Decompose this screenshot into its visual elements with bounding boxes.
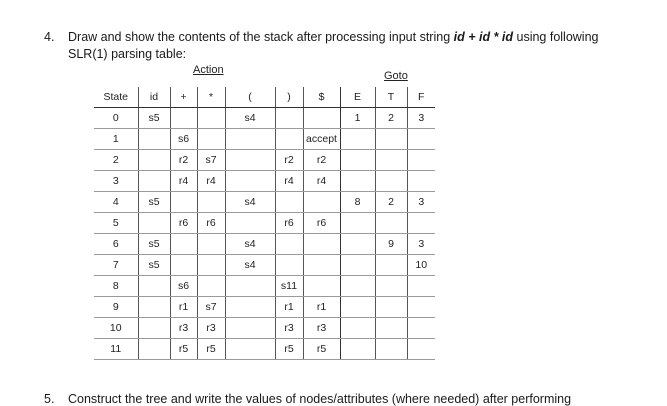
table-cell: 1 <box>340 108 375 129</box>
table-cell: r6 <box>170 213 197 234</box>
table-cell <box>407 318 435 339</box>
table-cell <box>340 171 375 192</box>
column-header: $ <box>303 87 340 108</box>
table-cell: 2 <box>375 108 407 129</box>
table-cell: r6 <box>303 213 340 234</box>
table-cell <box>340 339 375 360</box>
table-cell <box>275 108 303 129</box>
table-cell: r6 <box>275 213 303 234</box>
table-cell: s5 <box>138 255 170 276</box>
next-question <box>44 392 571 406</box>
table-cell: r3 <box>197 318 225 339</box>
table-cell <box>407 339 435 360</box>
table-cell <box>225 339 275 360</box>
table-cell: r1 <box>303 297 340 318</box>
column-header: E <box>340 87 375 108</box>
table-cell: 3 <box>407 192 435 213</box>
table-cell: r5 <box>275 339 303 360</box>
table-row <box>94 108 435 129</box>
table-cell <box>340 297 375 318</box>
table-cell: r6 <box>197 213 225 234</box>
table-cell: s4 <box>225 108 275 129</box>
table-cell <box>170 192 197 213</box>
table-cell <box>407 213 435 234</box>
state-cell: 11 <box>94 339 138 360</box>
table-cell <box>138 276 170 297</box>
table-cell <box>375 318 407 339</box>
column-header: State <box>94 87 138 108</box>
table-cell <box>303 192 340 213</box>
table-cell: r4 <box>303 171 340 192</box>
table-cell <box>197 255 225 276</box>
table-cell <box>138 150 170 171</box>
table-row <box>94 150 435 171</box>
table-cell: r2 <box>170 150 197 171</box>
table-cell <box>197 276 225 297</box>
table-cell: s5 <box>138 108 170 129</box>
table-cell <box>407 297 435 318</box>
table-cell <box>225 276 275 297</box>
table-cell: 10 <box>407 255 435 276</box>
column-header: + <box>170 87 197 108</box>
table-cell <box>170 108 197 129</box>
table-cell <box>275 234 303 255</box>
column-header: F <box>407 87 435 108</box>
question-number: 4. <box>44 30 55 44</box>
table-cell <box>170 234 197 255</box>
table-cell <box>225 213 275 234</box>
table-cell <box>225 318 275 339</box>
table-cell <box>138 339 170 360</box>
table-cell: s7 <box>197 150 225 171</box>
table-cell: r4 <box>170 171 197 192</box>
state-cell: 8 <box>94 276 138 297</box>
state-cell: 7 <box>94 255 138 276</box>
table-cell <box>225 297 275 318</box>
next-question-number: 5. <box>44 392 55 406</box>
table-cell <box>407 171 435 192</box>
table-cell <box>340 129 375 150</box>
state-cell: 0 <box>94 108 138 129</box>
table-cell: r5 <box>303 339 340 360</box>
table-cell: s4 <box>225 234 275 255</box>
table-row <box>94 276 435 297</box>
table-cell <box>138 171 170 192</box>
table-cell <box>303 108 340 129</box>
table-cell <box>275 129 303 150</box>
table-cell: 8 <box>340 192 375 213</box>
table-row <box>94 171 435 192</box>
table-cell: r4 <box>197 171 225 192</box>
table-cell: r5 <box>170 339 197 360</box>
table-cell: s5 <box>138 192 170 213</box>
state-cell: 2 <box>94 150 138 171</box>
column-header: T <box>375 87 407 108</box>
next-question-text: Construct the tree and write the values of nodes/attributes (where needed) after performing <box>68 392 572 406</box>
table-cell <box>375 129 407 150</box>
slr-parsing-table <box>94 87 435 360</box>
table-cell: r1 <box>170 297 197 318</box>
table-cell: 2 <box>375 192 407 213</box>
table-cell <box>375 213 407 234</box>
table-cell <box>303 255 340 276</box>
action-header: Action <box>193 64 224 76</box>
table-cell <box>407 276 435 297</box>
table-cell <box>375 276 407 297</box>
table-cell: r3 <box>275 318 303 339</box>
table-row <box>94 339 435 360</box>
column-header: id <box>138 87 170 108</box>
question-text-line1 <box>68 29 598 46</box>
table-cell <box>225 129 275 150</box>
table-cell: r3 <box>170 318 197 339</box>
table-row <box>94 213 435 234</box>
table-cell <box>138 318 170 339</box>
table-cell <box>340 150 375 171</box>
question-text-line2: SLR(1) parsing table: <box>68 47 187 61</box>
table-cell <box>375 171 407 192</box>
input-string: id + id * id <box>453 30 514 44</box>
table-cell <box>407 150 435 171</box>
question-text-pre: Draw and show the contents of the stack after processing input string <box>68 30 454 44</box>
table-cell: r5 <box>197 339 225 360</box>
column-header: ) <box>275 87 303 108</box>
table-cell: 9 <box>375 234 407 255</box>
table-cell <box>375 255 407 276</box>
column-header: ( <box>225 87 275 108</box>
state-cell: 3 <box>94 171 138 192</box>
table-cell <box>170 255 197 276</box>
table-cell <box>340 213 375 234</box>
table-cell <box>197 234 225 255</box>
table-cell: 3 <box>407 234 435 255</box>
state-cell: 10 <box>94 318 138 339</box>
table-cell: r2 <box>275 150 303 171</box>
table-cell <box>138 129 170 150</box>
table-cell <box>138 297 170 318</box>
table-row <box>94 255 435 276</box>
table-cell: r1 <box>275 297 303 318</box>
table-cell <box>275 255 303 276</box>
table-cell <box>375 339 407 360</box>
table-cell: r3 <box>303 318 340 339</box>
state-cell: 4 <box>94 192 138 213</box>
table-cell <box>197 129 225 150</box>
state-cell: 6 <box>94 234 138 255</box>
state-cell: 1 <box>94 129 138 150</box>
table-cell <box>303 234 340 255</box>
table-row <box>94 129 435 150</box>
table-cell <box>340 318 375 339</box>
table-cell <box>407 129 435 150</box>
question-text-post: using following <box>513 30 599 44</box>
table-cell <box>340 255 375 276</box>
table-cell: s7 <box>197 297 225 318</box>
table-cell: accept <box>303 129 340 150</box>
table-cell: 3 <box>407 108 435 129</box>
table-cell: s11 <box>275 276 303 297</box>
table-cell <box>197 108 225 129</box>
state-cell: 5 <box>94 213 138 234</box>
table-cell: s5 <box>138 234 170 255</box>
table-cell: r2 <box>303 150 340 171</box>
table-cell: s4 <box>225 255 275 276</box>
table-cell <box>138 213 170 234</box>
goto-header: Goto <box>384 70 408 82</box>
table-cell <box>197 192 225 213</box>
table-cell <box>340 276 375 297</box>
table-cell <box>225 171 275 192</box>
table-row <box>94 192 435 213</box>
table-cell: r4 <box>275 171 303 192</box>
table-row <box>94 234 435 255</box>
table-header-row <box>94 87 435 108</box>
state-cell: 9 <box>94 297 138 318</box>
table-cell <box>275 192 303 213</box>
table-row <box>94 318 435 339</box>
table-cell <box>375 150 407 171</box>
table-cell <box>225 150 275 171</box>
table-cell <box>375 297 407 318</box>
table-cell <box>340 234 375 255</box>
table-cell: s4 <box>225 192 275 213</box>
table-row <box>94 297 435 318</box>
table-cell: s6 <box>170 276 197 297</box>
table-cell <box>303 276 340 297</box>
column-header: * <box>197 87 225 108</box>
table-cell: s6 <box>170 129 197 150</box>
